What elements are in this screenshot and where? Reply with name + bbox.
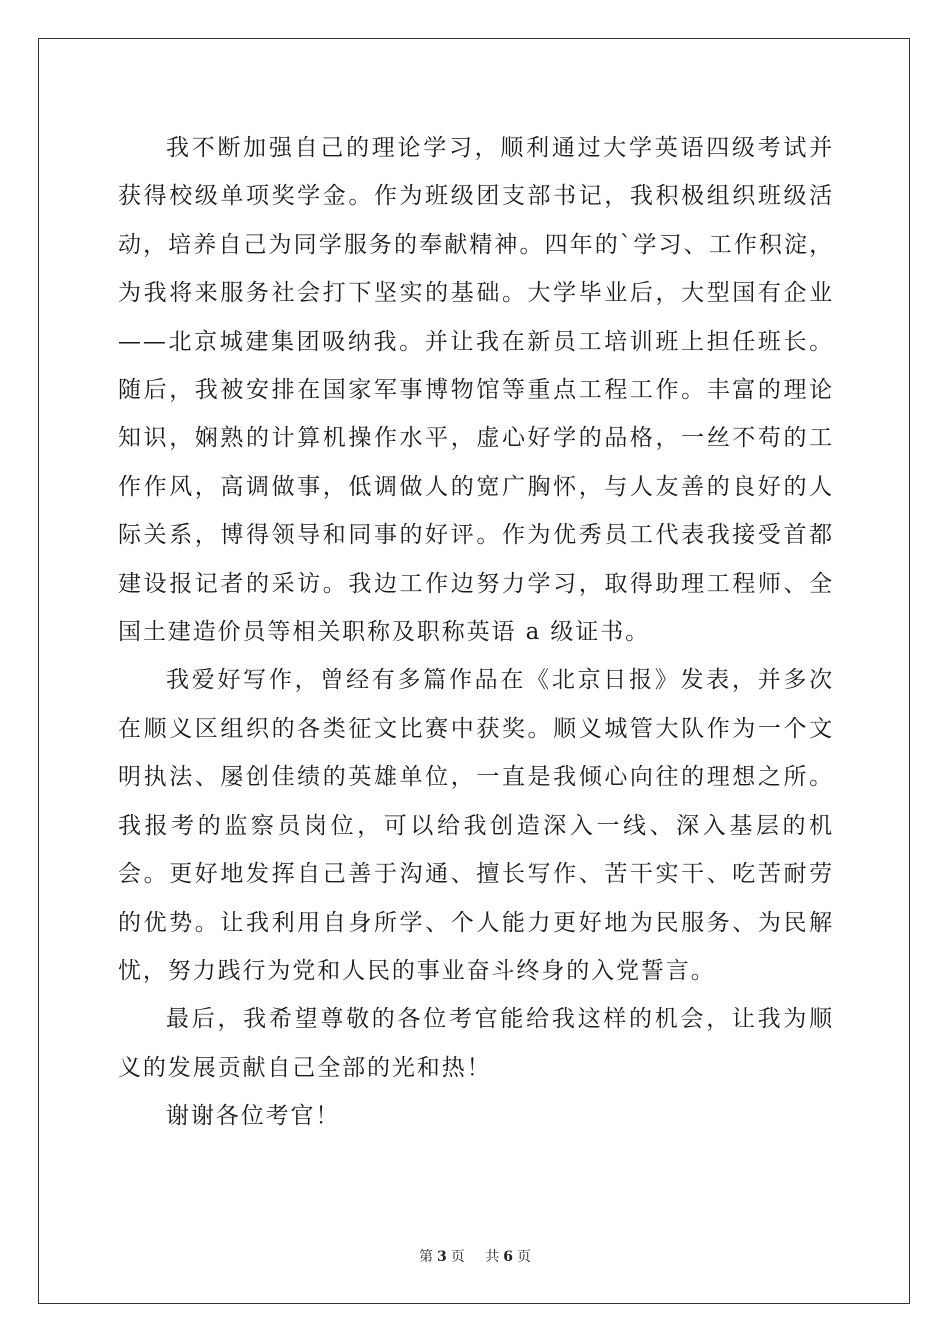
paragraph-4: 谢谢各位考官！ <box>166 1103 341 1130</box>
page-footer <box>0 1246 950 1266</box>
paragraph-1: 我不断加强自己的理论学习，顺利通过大学英语四级考试并获得校级单项奖学金。作为班级团支部书记，我积极组织班级活动，培养自己为同学服务的奉献精神。四年的`学习、工作积淀，为我将来服务社会打下坚实的基础。大学毕业后，大型国有企业——北京城建集团吸纳我。并让我在新员工培训班上担任班长。随后，我被安排在国家军事博物馆等重点工程工作。丰富的理论知识，娴熟的计算机操作水平，虚心好学的品格，一丝不苟的工作作风，高调做事，低调做人的宽广胸怀，与人友善的良好的人际关系，博得领导和同事的好评。作为优秀员工代表我接受首都建设报记者的采访。我边工作边努力学习，取得助理工程师、全国土建造价员等相关职称及职称英语 a 级证书。 <box>118 135 834 646</box>
total-pages: 6 <box>503 1249 513 1265</box>
total-suffix: 页 <box>516 1249 531 1265</box>
document-body <box>118 124 834 1141</box>
total-indicator <box>481 1249 535 1265</box>
page-indicator <box>415 1249 469 1265</box>
page-number: 3 <box>437 1249 447 1265</box>
total-prefix: 共 <box>485 1249 500 1265</box>
paragraph-2: 我爱好写作，曾经有多篇作品在《北京日报》发表，并多次在顺义区组织的各类征文比赛中获奖。顺义城管大队作为一个文明执法、屡创佳绩的英雄单位，一直是我倾心向往的理想之所。我报考的监察员岗位，可以给我创造深入一线、深入基层的机会。更好地发挥自己善于沟通、擅长写作、苦干实干、吃苦耐劳的优势。让我利用自身所学、个人能力更好地为民服务、为民解忧，努力践行为党和人民的事业奋斗终身的入党誓言。 <box>118 667 834 984</box>
page-suffix: 页 <box>450 1249 465 1265</box>
paragraph-3: 最后，我希望尊敬的各位考官能给我这样的机会，让我为顺义的发展贡献自己全部的光和热！ <box>118 1006 834 1081</box>
page-prefix: 第 <box>419 1249 434 1265</box>
